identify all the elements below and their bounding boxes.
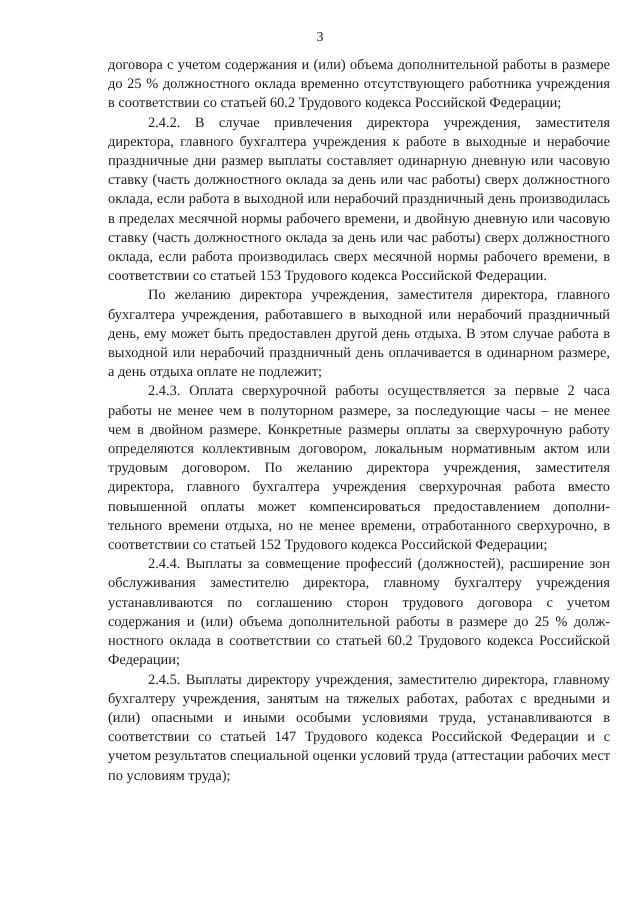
paragraph-2-4-2: 2.4.2. В случае привлечения директора учреждения, заместителя директора, главного бухгалтера учреждения к работе в выходные и нерабочие праздничные дни размер выплаты составляет одинарную дневную или часовую ставку (часть должностного оклада за день или час работы) сверх должностного оклада, если работа в выходной или нерабочий праздничный день производилась в пределах месячной нормы рабочего времени, и двойную дневную или часовую ставку (часть должностного оклада за день или час работы) сверх должностного оклада, если работа производилась сверх месячной нормы рабочего времени, в соответствии со статьей 153 Трудового кодекса Российской Федерации. — [108, 114, 610, 285]
page-number: 3 — [316, 30, 324, 45]
paragraph-2-4-3: 2.4.3. Оплата сверхурочной работы осуществляется за первые 2 часа работы не менее чем в полуторном размере, за последующие часы – не менее чем в двойном размере. Конкретные размеры оплаты за сверхурочную работу определяются коллективным договором, локальным нормативным актом или трудовым договором. По желанию директора учреждения, заместителя директора, главного бухгалтера учреждения сверхурочная работа вместо повышенной оплаты может компенсироваться предоставлением дополни-тельного времени отдыха, но не менее времени, отработанного сверхурочно, в соответствии со статьей 152 Трудового кодекса Российской Федерации; — [108, 383, 610, 554]
paragraph-2-4-4: 2.4.4. Выплаты за совмещение профессий (должностей), расширение зон обслуживания заместителю директора, главному бухгалтеру учреждения устанавливаются по соглашению сторон трудового договора с учетом содержания и (или) объема дополнительной работы в размере до 25 % долж-ностного оклада в соответствии со статьей 60.2 Трудового кодекса Российской Федерации; — [108, 556, 610, 669]
paragraph-2-4-5: 2.4.5. Выплаты директору учреждения, заместителю директора, главному бухгалтеру учреждения, занятым на тяжелых работах, работах с вредными и (или) опасными и иными особыми условиями труда, устанавливаются в соответствии со статьей 147 Трудового кодекса Российской Федерации и с учетом результатов специальной оценки условий труда (аттестации рабочих мест по условиям труда); — [108, 671, 610, 784]
paragraph-day-off: По желанию директора учреждения, заместителя директора, главного бухгалтера учреждения, работавшего в выходной или нерабочий праздничный день, ему может быть предоставлен другой день отдыха. В этом случае работа в выходной или нерабочий праздничный день оплачивается в одинарном размере, а день отдыха оплате не подлежит; — [108, 287, 610, 381]
paragraph-continuation: договора с учетом содержания и (или) объема дополнительной работы в размере до 25 % должностного оклада временно отсутствующего работника учреждения в соответствии со статьей 60.2 Трудового кодекса Российской Федерации; — [108, 57, 610, 112]
document-body — [108, 56, 610, 786]
